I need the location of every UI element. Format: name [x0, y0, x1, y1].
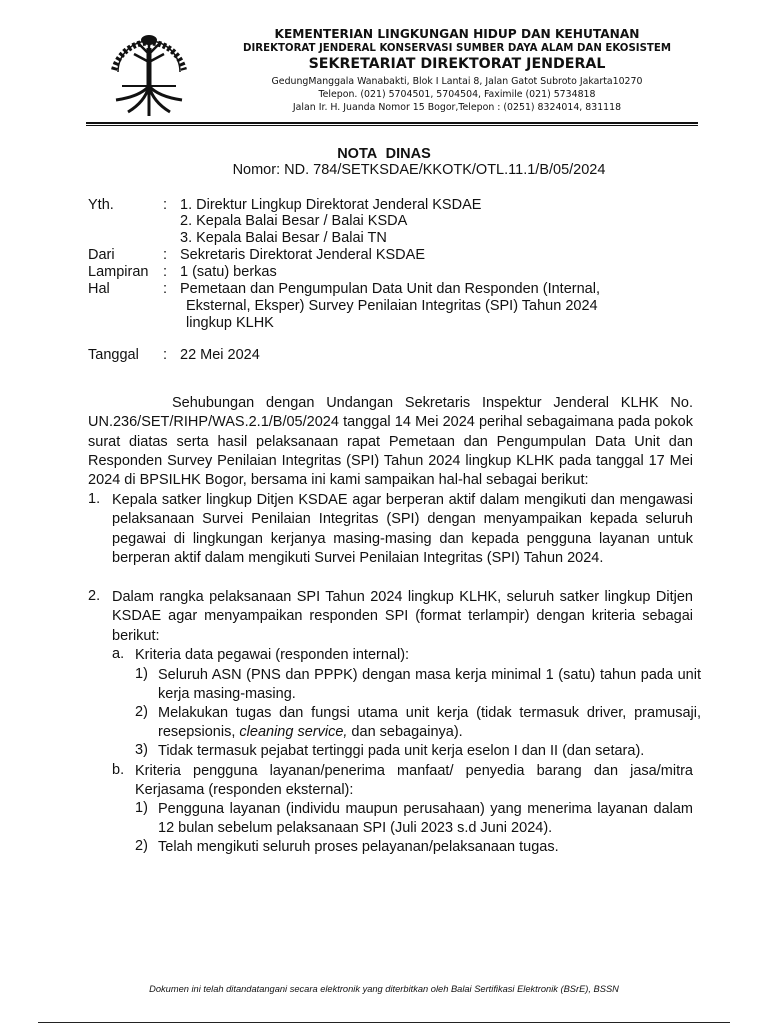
item-b-text: Kriteria pengguna layanan/penerima manfaat/ penyedia barang dan jasa/mitra Kerjasama (responden eksternal):: [135, 763, 693, 799]
item-a1-text: Seluruh ASN (PNS dan PPPK) dengan masa kerja minimal 1 (satu) tahun pada unit kerja masing-masing.: [158, 667, 701, 703]
item-a2-marker: 2): [135, 704, 148, 720]
item-a3-marker: 3): [135, 742, 148, 758]
item-a2-text-end: dan sebagainya).: [347, 724, 463, 741]
secretariat-name: SEKRETARIAT DIREKTORAT JENDERAL: [308, 56, 606, 72]
hal-line-3: lingkup KLHK: [186, 315, 274, 331]
header-rule-thin: [86, 125, 698, 126]
address-line-1: GedungManggala Wanabakti, Blok I Lantai 8, Jalan Gatot Subroto Jakarta10270: [271, 76, 643, 87]
item-a-text: Kriteria data pegawai (responden internal):: [135, 647, 410, 663]
address-line-3: Jalan Ir. H. Juanda Nomor 15 Bogor,Telepon : (0251) 8324014, 831118: [292, 102, 622, 113]
page-bottom-rule: [38, 1022, 730, 1023]
address-line-2: Telepon. (021) 5704501, 5704504, Faximile (021) 5734818: [318, 89, 596, 100]
item-b1-text: Pengguna layanan (individu maupun perusahaan) yang menerima layanan dalam 12 bulan sebelum pelaksanaan SPI (Juli 2023 s.d Juni 2024).: [158, 801, 693, 837]
ministry-logo: [104, 20, 194, 118]
dari-separator: :: [163, 247, 168, 263]
dari-value: Sekretaris Direktorat Jenderal KSDAE: [180, 247, 425, 263]
yth-item-3: 3. Kepala Balai Besar / Balai TN: [180, 230, 387, 246]
hal-label: Hal: [88, 281, 110, 297]
item-a2-text: [158, 704, 701, 743]
item-b-marker: b.: [112, 762, 125, 778]
item-a-marker: a.: [112, 646, 125, 662]
yth-separator: :: [163, 197, 168, 213]
hal-separator: :: [163, 281, 168, 297]
item-b2-marker: 2): [135, 838, 148, 854]
header-rule-thick: [86, 122, 698, 124]
directorate-general-name: DIREKTORAT JENDERAL KONSERVASI SUMBER DAYA ALAM DAN EKOSISTEM: [243, 43, 671, 54]
item-a1-marker: 1): [135, 666, 148, 682]
item-b1-marker: 1): [135, 800, 148, 816]
hal-line-2: Eksternal, Eksper) Survey Penilaian Integritas (SPI) Tahun 2024: [186, 298, 598, 314]
tree-seal-icon: [104, 20, 194, 118]
lampiran-label: Lampiran: [88, 264, 149, 280]
item-a3-text: Tidak termasuk pejabat tertinggi pada unit kerja eselon I dan II (dan setara).: [158, 743, 645, 759]
e-signature-footer: Dokumen ini telah ditandatangani secara elektronik yang diterbitkan oleh Balai Sertifikasi Elektronik (BSrE), BSSN: [149, 984, 619, 994]
intro-paragraph: Sehubungan dengan Undangan Sekretaris Inspektur Jenderal KLHK No. UN.236/SET/RIHP/WAS.2.1/B/05/2024 tanggal 14 Mei 2024 perihal sebagaimana pada pokok surat diatas serta hasil pelaksanaan rapat Pemetaan dan Pengumpulan Data Unit dan Responden Survey Penilaian Integritas (SPI) Tahun 2024 lingkup KLHK pada tanggal 17 Mei 2024 di BPSILHK Bogor, bersama ini kami sampaikan hal-hal sebagai berikut:: [88, 395, 693, 489]
ministry-name: KEMENTERIAN LINGKUNGAN HIDUP DAN KEHUTANAN: [274, 27, 640, 41]
yth-item-2: 2. Kepala Balai Besar / Balai KSDA: [180, 213, 408, 229]
tanggal-label: Tanggal: [88, 347, 139, 363]
item-a2-italic: cleaning service,: [239, 724, 348, 741]
dari-label: Dari: [88, 247, 115, 263]
item-a2-text-start: Melakukan tugas dan fungsi utama unit kerja (tidak termasuk driver, pramusaji, resepsionis,: [158, 705, 701, 741]
lampiran-value: 1 (satu) berkas: [180, 264, 277, 280]
item-b2-text: Telah mengikuti seluruh proses pelayanan/pelaksanaan tugas.: [158, 839, 559, 855]
lampiran-separator: :: [163, 264, 168, 280]
item-2-text: Dalam rangka pelaksanaan SPI Tahun 2024 lingkup KLHK, seluruh satker lingkup Ditjen KSDAE agar menyampaikan responden SPI (format terlampir) dengan kriteria sebagai berikut:: [112, 589, 693, 644]
memo-title: NOTA DINAS: [337, 146, 431, 162]
tanggal-separator: :: [163, 347, 168, 363]
item-2-number: 2.: [88, 588, 101, 604]
yth-label: Yth.: [88, 197, 114, 213]
item-1-number: 1.: [88, 491, 101, 507]
tanggal-value: 22 Mei 2024: [180, 347, 260, 363]
item-1-text: Kepala satker lingkup Ditjen KSDAE agar berperan aktif dalam mengikuti dan mengawasi pelaksanaan Survei Penilaian Integritas (SPI) dengan menyampaikan kepada seluruh pegawai di lingkungan kerjanya masing-masing dan kepada pengguna layanan untuk berperan aktif dalam mengikuti Survei Penilaian Integritas (SPI) Tahun 2024.: [112, 492, 693, 566]
memo-number: Nomor: ND. 784/SETKSDAE/KKOTK/OTL.11.1/B/05/2024: [232, 162, 606, 178]
hal-line-1: Pemetaan dan Pengumpulan Data Unit dan Responden (Internal,: [180, 281, 600, 297]
yth-item-1: 1. Direktur Lingkup Direktorat Jenderal KSDAE: [180, 197, 482, 213]
